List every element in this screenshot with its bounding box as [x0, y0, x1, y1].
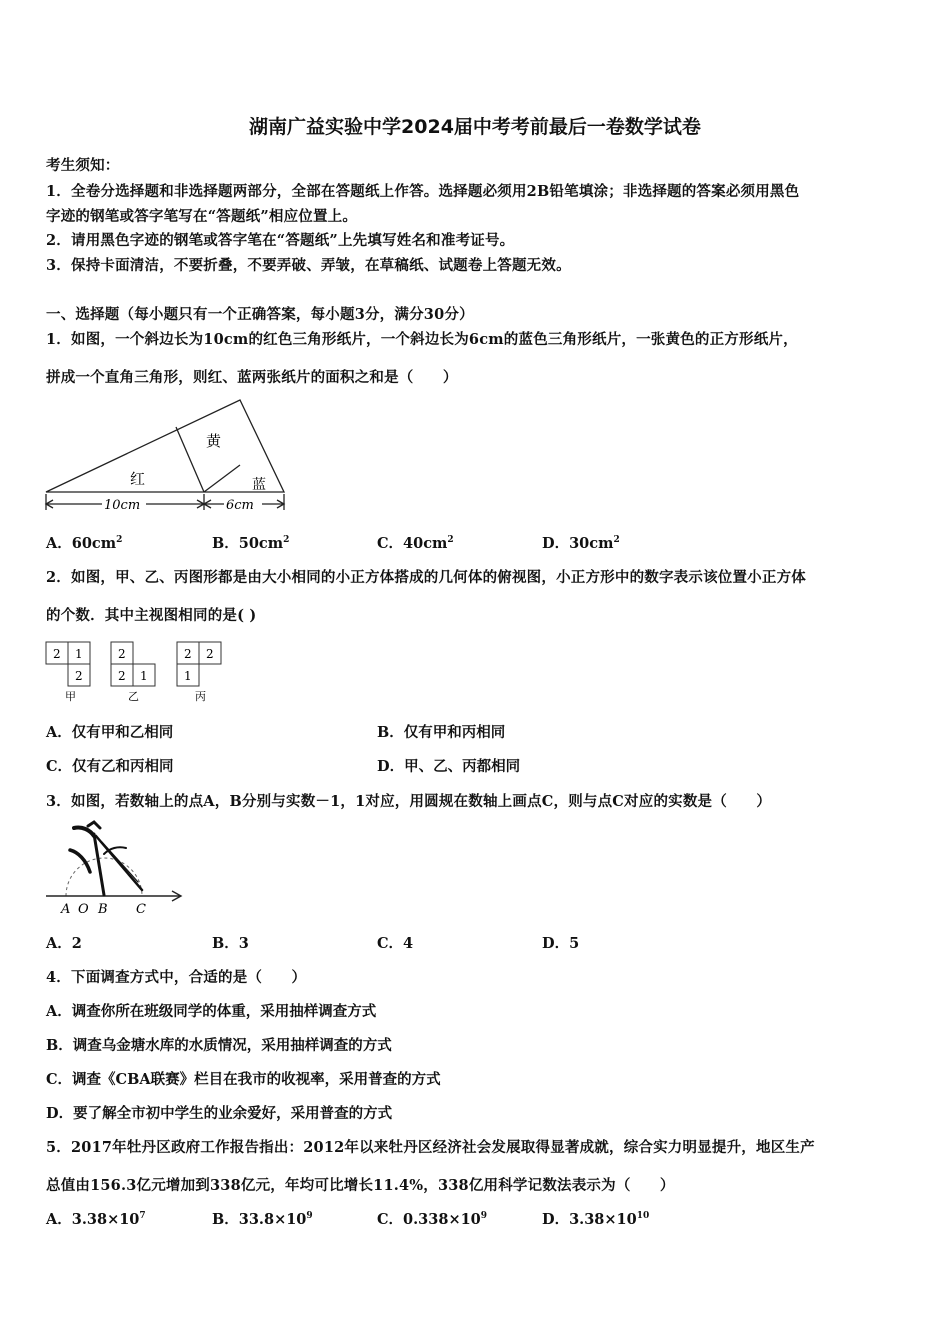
- q5-option-b[interactable]: B．$33.8\times 10^9$: [212, 1211, 313, 1228]
- bing-cell-2: 2: [206, 647, 214, 661]
- bing-label: 丙: [195, 690, 206, 703]
- q3-label-o: O: [78, 902, 89, 917]
- q2-option-c[interactable]: C．仅有乙和丙相同: [46, 758, 174, 775]
- q1-label-yellow: 黄: [206, 432, 222, 450]
- q4-option-a[interactable]: A．调查你所在班级同学的体重，采用抽样调查方式: [46, 1003, 377, 1020]
- yi-cell-2: 2: [118, 669, 126, 683]
- notice-item-1: 1．全卷分选择题和非选择题两部分，全部在答题纸上作答。选择题必须用2B铅笔填涂；非选择题的答案必须用黑色: [46, 183, 800, 200]
- q1-length-blue: 6cm: [226, 498, 254, 513]
- q3-label-c: C: [136, 902, 146, 917]
- yi-label: 乙: [128, 690, 139, 703]
- q2-option-b[interactable]: B．仅有甲和丙相同: [377, 724, 506, 741]
- q2-option-a[interactable]: A．仅有甲和乙相同: [46, 724, 174, 741]
- jia-cell-2: 1: [75, 647, 83, 661]
- notice-item-2: 2．请用黑色字迹的钢笔或答字笔在“答题纸”上先填写姓名和准考证号。: [46, 232, 515, 249]
- jia-cell-1: 2: [53, 647, 61, 661]
- q1-option-d[interactable]: D．$30cm^2$: [542, 535, 620, 552]
- q3-figure: [44, 820, 186, 920]
- q4-stem: 4．下面调查方式中，合适的是（ ）: [46, 969, 307, 986]
- q3-option-c[interactable]: C．4: [377, 935, 414, 952]
- q5-option-a[interactable]: A．$3.38\times 10^7$: [46, 1211, 146, 1228]
- yi-cell-3: 1: [140, 669, 148, 683]
- q1-length-red: 10cm: [104, 498, 141, 513]
- q2-figure: [44, 640, 234, 704]
- q4-option-d[interactable]: D．要了解全市初中学生的业余爱好，采用普查的方式: [46, 1105, 393, 1122]
- q3-option-b[interactable]: B．3: [212, 935, 249, 952]
- q5-option-d[interactable]: D．$3.38\times 10^{10}$: [542, 1211, 650, 1228]
- q1-big-triangle: [46, 400, 284, 492]
- q5-stem-line2: 总值由156.3亿元增加到338亿元，年均可比增长11.4%，338亿用科学记数法表示为（ ）: [46, 1177, 675, 1194]
- q4-option-c[interactable]: C．调查《CBA联赛》栏目在我市的收视率，采用普查的方式: [46, 1071, 441, 1088]
- q1-square-left: [176, 427, 204, 492]
- jia-label: 甲: [65, 690, 76, 703]
- q2-stem-line2: 的个数．其中主视图相同的是( ): [46, 607, 257, 624]
- q4-option-b[interactable]: B．调查乌金塘水库的水质情况，采用抽样调查的方式: [46, 1037, 392, 1054]
- bing-cell-3: 1: [184, 669, 192, 683]
- q5-option-c[interactable]: C．$0.338\times 10^9$: [377, 1211, 488, 1228]
- q3-label-b: B: [98, 902, 108, 917]
- notice-item-1-cont: 字迹的钢笔或答字笔写在“答题纸”相应位置上。: [46, 208, 358, 225]
- bing-cell-1: 2: [184, 647, 192, 661]
- q1-label-blue: 蓝: [252, 477, 266, 493]
- q1-stem-line1: 1．如图，一个斜边长为10cm的红色三角形纸片，一个斜边长为6cm的蓝色三角形纸片，一张黄色的正方形纸片，: [46, 331, 798, 348]
- q2-stem-line1: 2．如图，甲、乙、丙图形都是由大小相同的小正方体搭成的几何体的俯视图，小正方形中的数字表示该位置小正方体: [46, 569, 806, 586]
- page-title: 湖南广益实验中学2024届中考考前最后一卷数学试卷: [249, 116, 701, 138]
- q3-stem: 3．如图，若数轴上的点A，B分别与实数－1，1对应，用圆规在数轴上画点C，则与点C对应的实数是（ ）: [46, 793, 772, 810]
- section-heading: 一、选择题（每小题只有一个正确答案，每小题3分，满分30分）: [46, 306, 474, 323]
- jia-cell-3: 2: [75, 669, 83, 683]
- q5-stem-line1: 5．2017年牡丹区政府工作报告指出：2012年以来牡丹区经济社会发展取得显著成就，综合实力明显提升，地区生产: [46, 1139, 815, 1156]
- q3-option-d[interactable]: D．5: [542, 935, 580, 952]
- yi-cell-1: 2: [118, 647, 126, 661]
- q1-option-c[interactable]: C．$40cm^2$: [377, 535, 454, 552]
- notice-item-3: 3．保持卡面清洁，不要折叠，不要弄破、弄皱，在草稿纸、试题卷上答题无效。: [46, 257, 571, 274]
- q1-stem-line2: 拼成一个直角三角形，则红、蓝两张纸片的面积之和是（ ）: [46, 369, 458, 386]
- q1-square-bottom: [204, 465, 240, 492]
- q3-option-a[interactable]: A．2: [46, 935, 82, 952]
- q2-option-d[interactable]: D．甲、乙、丙都相同: [377, 758, 521, 775]
- q1-option-a[interactable]: A．$60cm^2$: [46, 535, 123, 552]
- q1-label-red: 红: [130, 470, 146, 488]
- q1-option-b[interactable]: B．$50cm^2$: [212, 535, 290, 552]
- q1-figure: [44, 396, 294, 520]
- notice-heading: 考生须知：: [46, 157, 120, 174]
- q3-label-a: A: [61, 902, 71, 917]
